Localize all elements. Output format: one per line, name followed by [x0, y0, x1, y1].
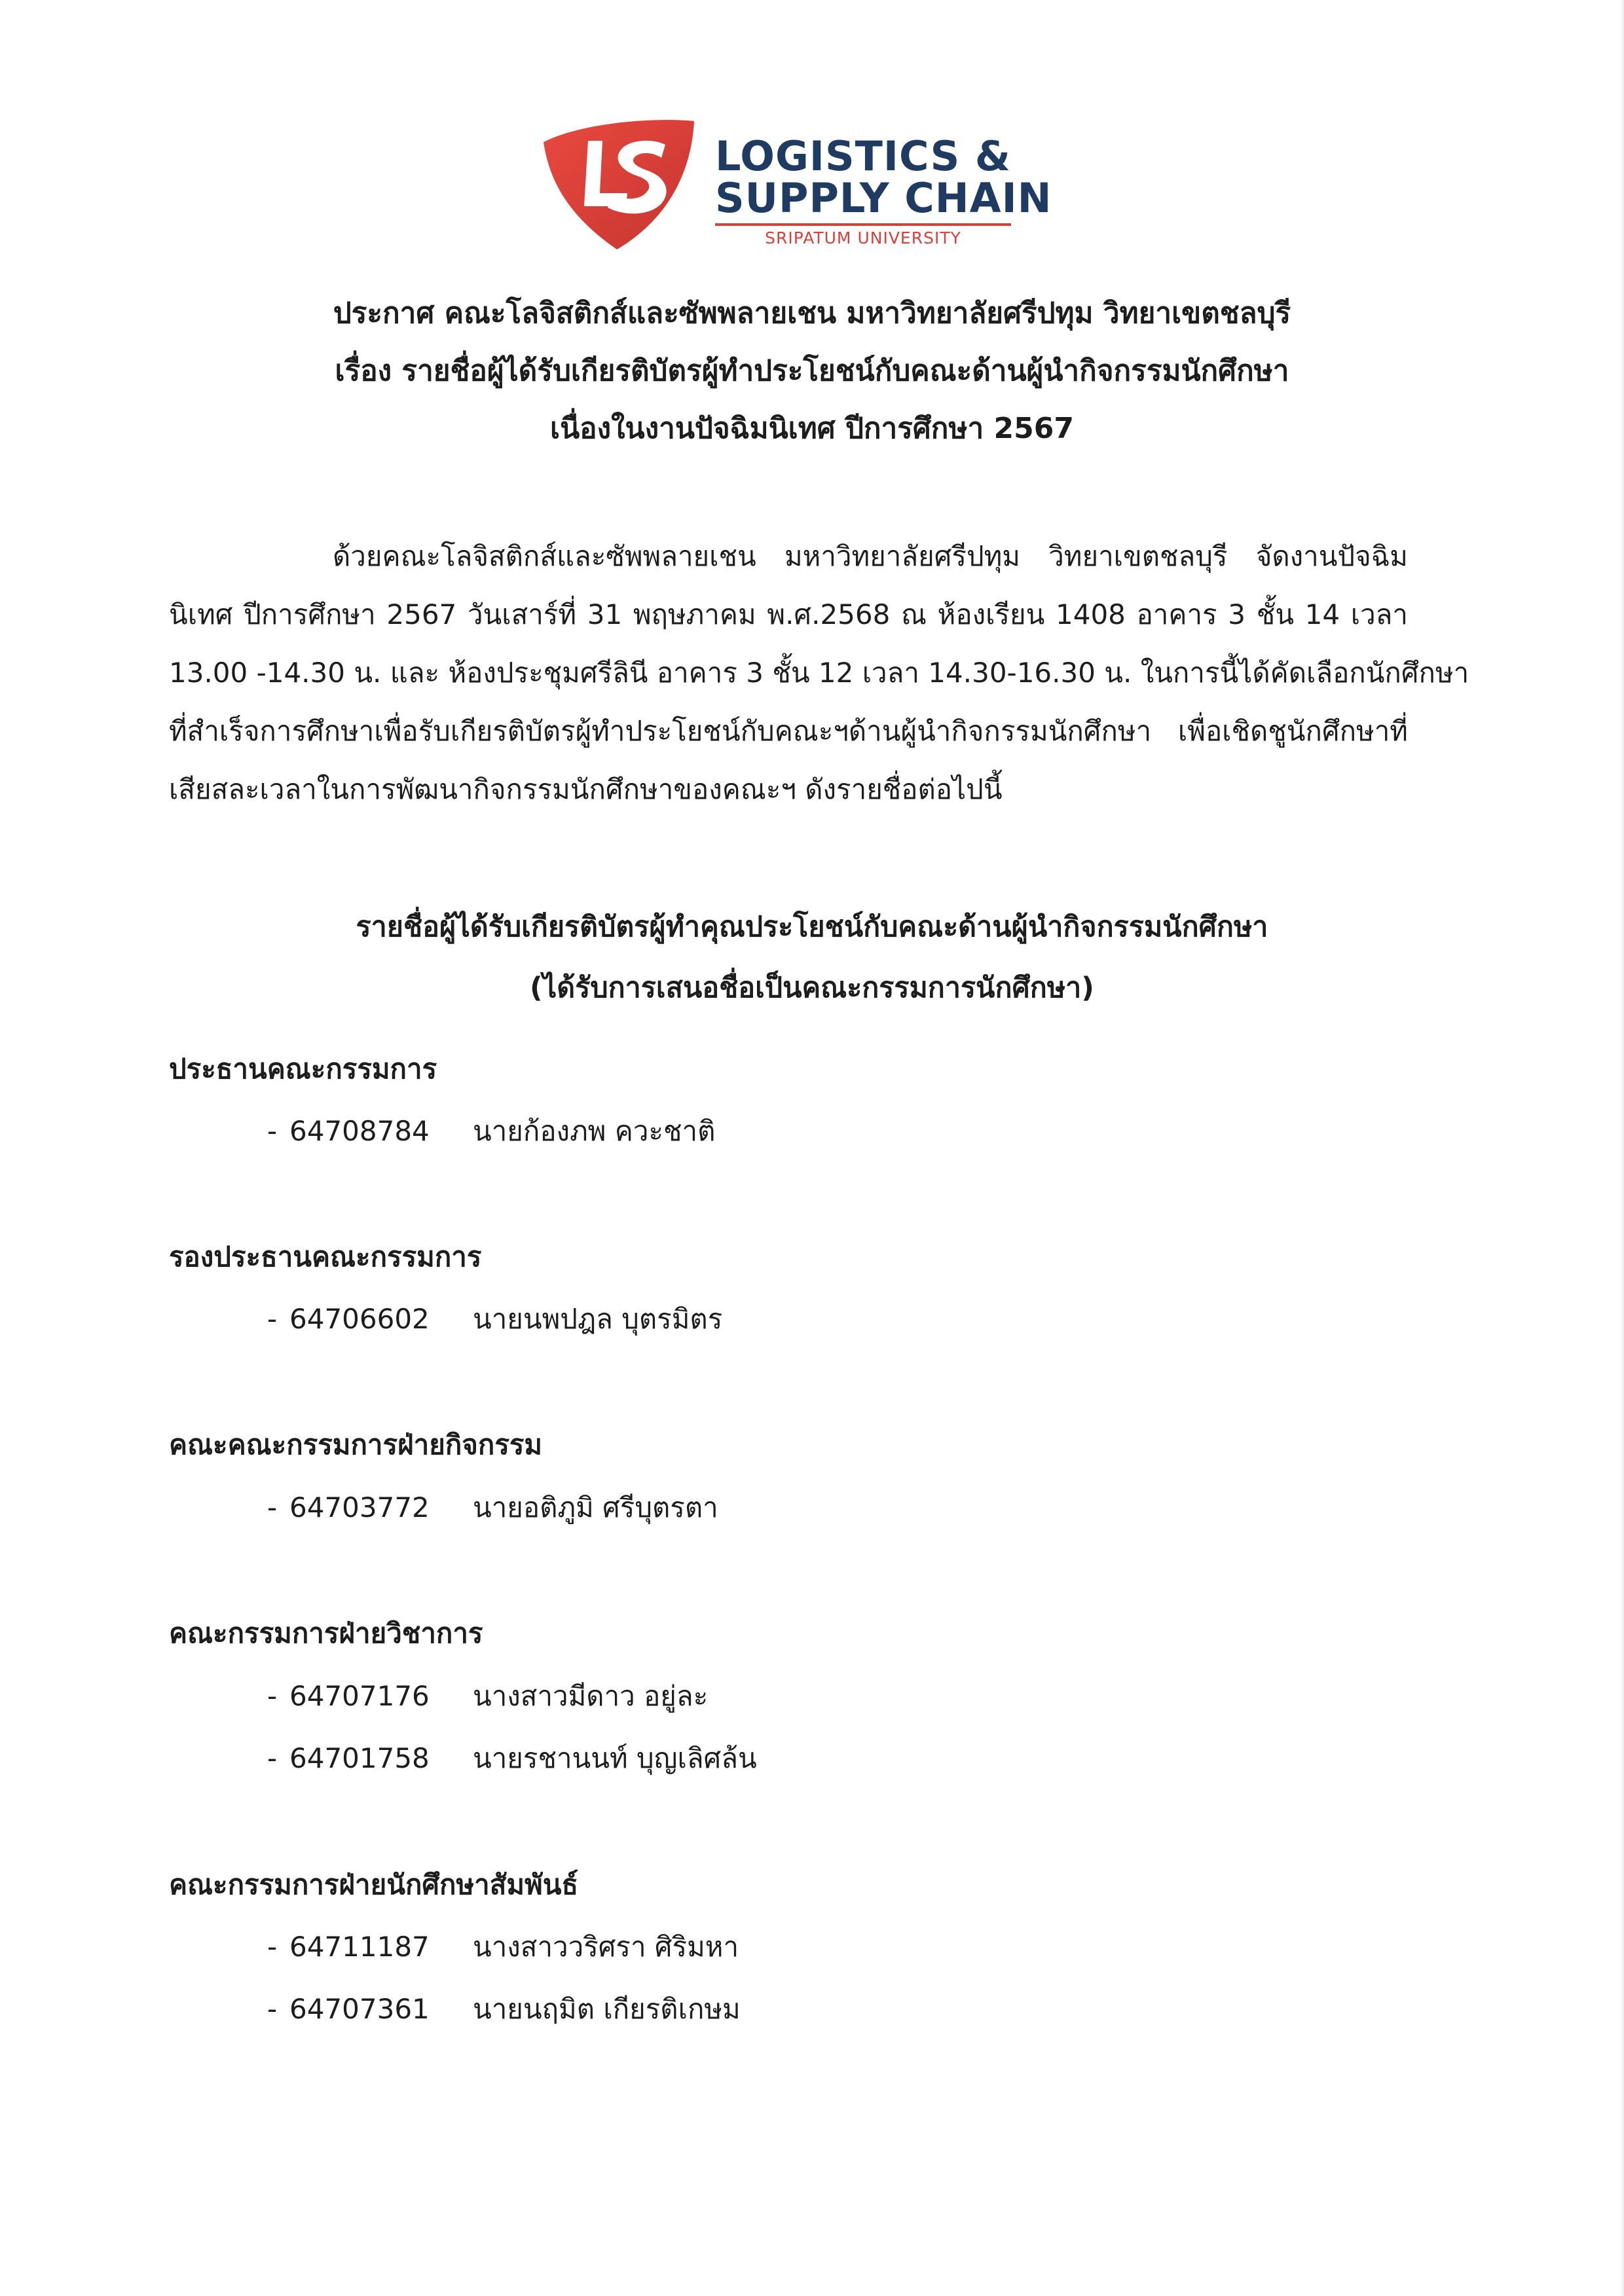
student-name: นายก้องภพ ควะชาติ: [473, 1115, 716, 1147]
student-name: นางสาวมีดาว อยู่ละ: [473, 1680, 709, 1712]
logo-divider: [715, 223, 1011, 226]
logo-line-logistics: LOGISTICS &: [715, 132, 1011, 180]
group-title-student-relations: คณะกรรมการฝ่ายนักศึกษาสัมพันธ์: [169, 1868, 579, 1901]
group-title-vice-president: รองประธานคณะกรรมการ: [169, 1241, 482, 1273]
section-heading-line-2: (ได้รับการเสนอชื่อเป็นคณะกรรมการนักศึกษา): [530, 972, 1094, 1004]
group-title-president: ประธานคณะกรรมการ: [169, 1053, 437, 1085]
logo-wordmark: [715, 132, 1052, 247]
group-title-activities: คณะคณะกรรมการฝ่ายกิจกรรม: [169, 1429, 543, 1461]
student-id: 64706602: [289, 1303, 430, 1335]
student-id: 64707176: [289, 1680, 430, 1712]
student-id: 64711187: [289, 1931, 430, 1963]
title-line-2: เรื่อง รายชื่อผู้ได้รับเกียรติบัตรผู้ทำประโยชน์กับคณะด้านผู้นำกิจกรรมนักศึกษา: [335, 354, 1289, 388]
body-line-2: นิเทศ ปีการศึกษา 2567 วันเสาร์ที่ 31 พฤษภาคม พ.ศ.2568 ณ ห้องเรียน 1408 อาคาร 3 ชั้น 14 เวลา: [169, 598, 1408, 630]
member-row: [267, 1298, 722, 1341]
scan-edge: [1620, 0, 1624, 2296]
body-line-5: เสียสละเวลาในการพัฒนากิจกรรมนักศึกษาของคณะฯ ดังรายชื่อต่อไปนี้: [169, 773, 1003, 805]
student-id: 64707361: [289, 1993, 430, 2025]
list-dash: -: [267, 1931, 278, 1963]
body-line-1: ด้วยคณะโลจิสติกส์และซัพพลายเชน มหาวิทยาลัยศรีปทุม วิทยาเขตชลบุรี จัดงานปัจฉิม: [333, 540, 1408, 572]
list-dash: -: [267, 1742, 278, 1774]
student-name: นายนฤมิต เกียรติเกษม: [473, 1993, 741, 2025]
list-dash: -: [267, 1303, 278, 1335]
member-row: [267, 1110, 715, 1153]
member-row: [267, 1675, 708, 1718]
announcement-body: [169, 527, 1469, 818]
student-name: นายอติภูมิ ศรีบุตรตา: [473, 1491, 718, 1523]
title-line-1: ประกาศ คณะโลจิสติกส์และซัพพลายเชน มหาวิทยาลัยศรีปทุม วิทยาเขตชลบุรี: [333, 297, 1291, 330]
student-id: 64703772: [289, 1491, 430, 1523]
recipient-list-heading: [131, 897, 1493, 1019]
member-row: [267, 1737, 757, 1780]
body-line-3: 13.00 -14.30 น. และ ห้องประชุมศรีลินี อาคาร 3 ชั้น 12 เวลา 14.30-16.30 น. ในการนี้ได้คัดเลือกนักศึกษา: [169, 657, 1469, 689]
logo-line-supply-chain: SUPPLY CHAIN: [715, 174, 1052, 222]
list-dash: -: [267, 1491, 278, 1523]
member-row: [267, 1925, 739, 1969]
student-name: นายรชานนท์ บุญเลิศล้น: [473, 1742, 757, 1774]
ls-shield-logo-icon: [537, 115, 707, 255]
section-heading-line-1: รายชื่อผู้ได้รับเกียรติบัตรผู้ทำคุณประโยชน์กับคณะด้านผู้นำกิจกรรมนักศึกษา: [356, 911, 1268, 943]
student-id: 64708784: [289, 1115, 430, 1147]
student-name: นางสาววริศรา ศิริมหา: [473, 1931, 739, 1963]
faculty-logo: [537, 108, 1052, 259]
list-dash: -: [267, 1115, 278, 1147]
member-row: [267, 1988, 741, 2031]
list-dash: -: [267, 1993, 278, 2025]
logo-university-name: SRIPATUM UNIVERSITY: [765, 228, 961, 247]
body-line-4: ที่สำเร็จการศึกษาเพื่อรับเกียรติบัตรผู้ทำประโยชน์กับคณะฯด้านผู้นำกิจกรรมนักศึกษา เพื่อเชิดชูนักศึกษาที่: [169, 715, 1408, 747]
student-name: นายนพปฎล บุตรมิตร: [473, 1303, 723, 1335]
title-line-3: เนื่องในงานปัจฉิมนิเทศ ปีการศึกษา 2567: [550, 412, 1074, 445]
student-id: 64701758: [289, 1742, 430, 1774]
member-row: [267, 1486, 718, 1529]
announcement-title: [131, 285, 1493, 458]
list-dash: -: [267, 1680, 278, 1712]
group-title-academic: คณะกรรมการฝ่ายวิชาการ: [169, 1617, 483, 1649]
